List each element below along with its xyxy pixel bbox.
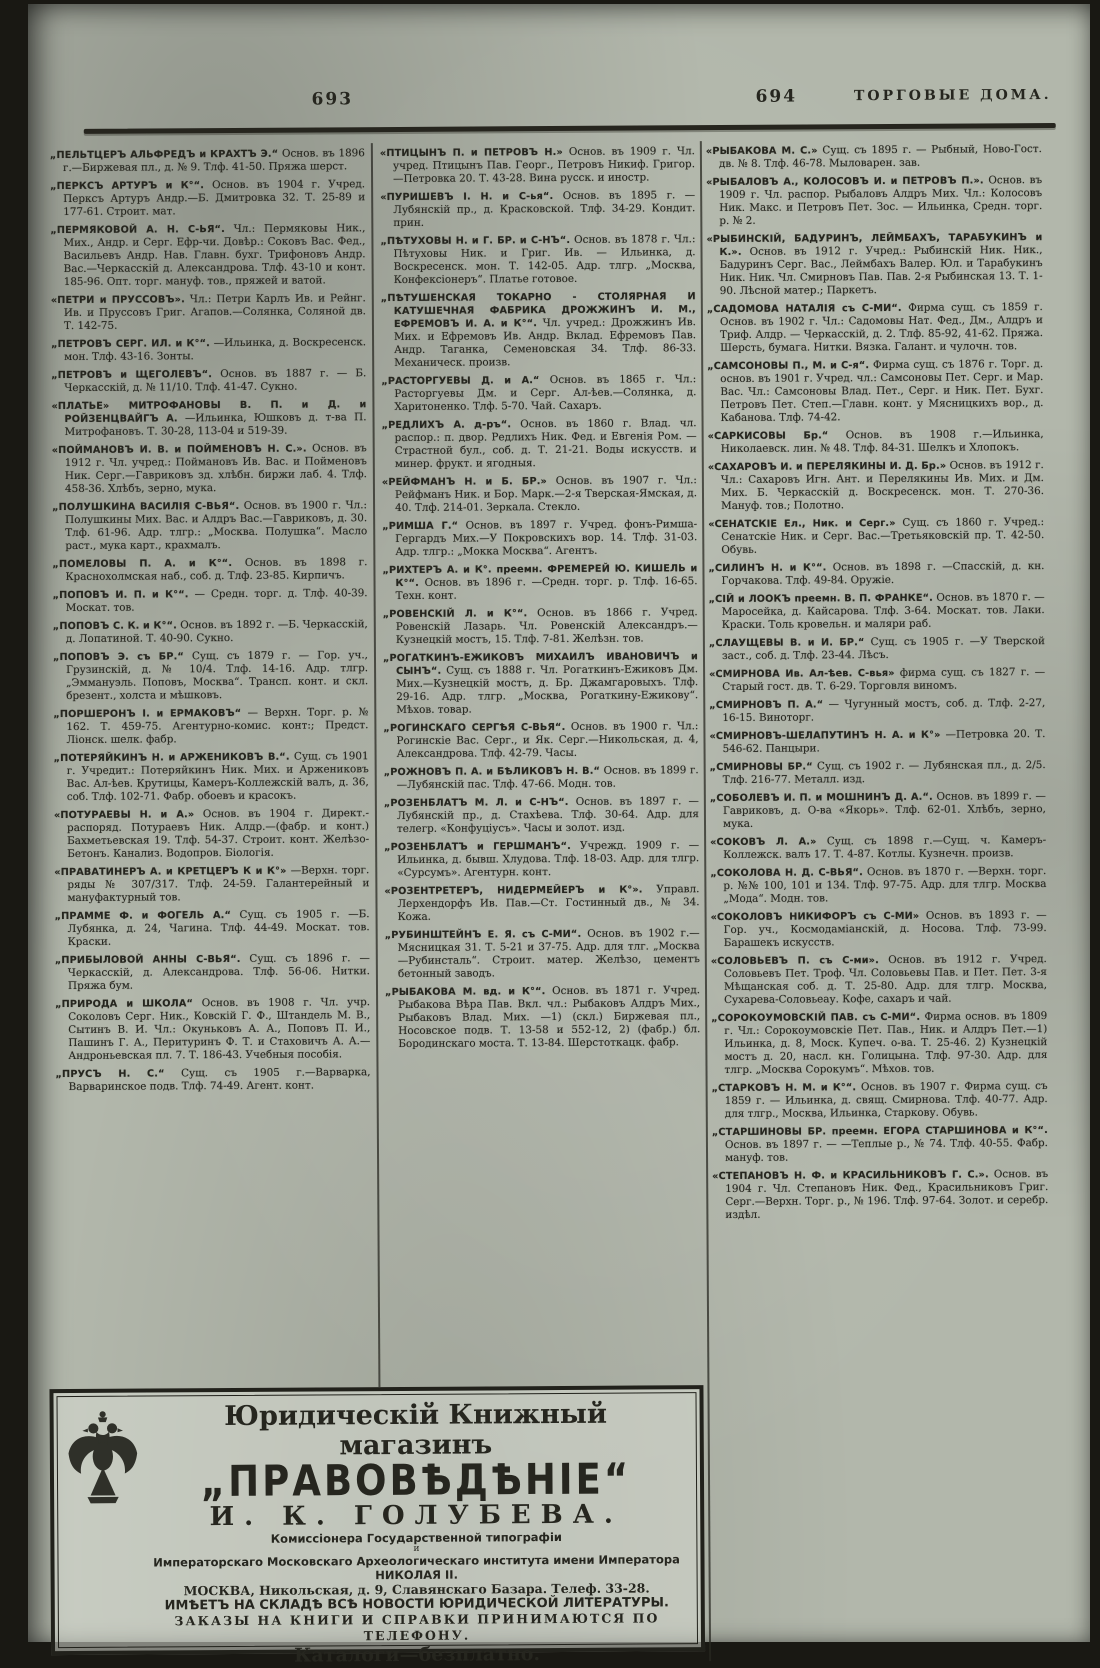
entry-firm-name: „ПОПОВЪ Э. съ БР.“ bbox=[52, 651, 184, 664]
entry-details: — Верхн. Торг. р. № 162. Т. 459-75. Агентурно-комис. конт:; Предст. Ліонск. шелк. фабр. bbox=[66, 706, 369, 747]
entry-firm-name: «САРКИСОВЫ Бр.“ bbox=[707, 430, 829, 443]
directory-entry bbox=[709, 728, 1045, 756]
page-number-left: 693 bbox=[311, 89, 354, 110]
directory-entry bbox=[384, 839, 699, 880]
directory-entry bbox=[708, 459, 1044, 513]
entry-details: Основ. въ 1908 г.—Ильинка, Николаевск. лин. № 48. Тлф. 84-31. Шелкъ и Хлопокъ. bbox=[720, 428, 1044, 456]
entry-firm-name: „РАСТОРГУЕВЫ Д. и А.“ bbox=[381, 375, 540, 388]
directory-entry bbox=[708, 516, 1044, 557]
entry-firm-name: „РИМША Г.“ bbox=[382, 520, 459, 533]
entry-details: Основ. въ 1896 г. —Средн. торг. р. Тлф. 16-65. Техн. конт. bbox=[395, 575, 698, 602]
entry-details: Сущ. съ 1905 г. —Б. Лубянка, д. 24, Чагина. Тлф. 44-49. Москат. тов. Краски. bbox=[67, 908, 370, 949]
directory-entry bbox=[50, 222, 365, 289]
entry-details: Основ. въ 1898 г. —Спасскій, д. кн. Горчакова. Тлф. 49-84. Оружіе. bbox=[721, 560, 1045, 588]
entry-details: Основ. въ 1909 г. Чл. распор. Рыбаловъ Алдръ Мих. Чл.: Колосовъ Ник. Макс. и Петровъ Пет. Зос. — Ильинка, Средн. торг. р. № 2. bbox=[719, 174, 1043, 228]
entry-details: Фирма основ. въ 1809 г. Чл.: Сорокоумовскіе Пет. Пав., Ник. и Алдръ Пет.—1) Ильинка, д. 8, Моск. Купеч. о-ва. Т. 25-46. 2) Кузнецкій мостъ д. 20, насл. кн. Голицына. Тлф. 97-30. Адр. для тлгр. „Москва Сорокумъ“. Мѣхов. тов. bbox=[724, 1010, 1048, 1076]
entry-details: Основ. въ 1900 г. Чл.: Рогинскіе Вас. Серг., и Як. Серг.—Никольская, д. 4, Александрова. Тлф. 42-79. Часы. bbox=[396, 720, 699, 760]
entry-firm-name: „ПРУСЪ Н. С.“ bbox=[55, 1068, 165, 1081]
entry-firm-name: „ПРИРОДА и ШКОЛА“ bbox=[55, 998, 194, 1011]
entry-details: фирма сущ. съ 1827 г. — Старый гост. дв. Т. 6-29. Торговля виномъ. bbox=[722, 666, 1046, 694]
entry-firm-name: „ПРАММЕ Ф. и ФОГЕЛЬ А.“ bbox=[54, 910, 232, 923]
directory-entry bbox=[53, 706, 368, 747]
entry-firm-name: „РОГАТКИНЪ-ЕЖИКОВЪ МИХАИЛЪ ИВАНОВИЧЪ и СЫНЪ“. bbox=[382, 651, 699, 677]
entry-details: Основ. въ 1912 г. Чл.: Сахаровъ Игн. Ант. и Перелякины Ив. Мих. и Дм. Мих. Б. Черкасскій д. Воскресенск. мон. Т. 270-36. Мануф. тов.; Полотно. bbox=[720, 459, 1045, 513]
entry-firm-name: „ПОЛУШКИНА ВАСИЛІЯ С-ВЬЯ“. bbox=[52, 500, 240, 514]
entry-details: Основ. въ 1899 г.—Лубянскій пас. Тлф. 47-66. Модн. тов. bbox=[396, 764, 699, 791]
entry-details: Сущ. съ 1896 г. — Черкасскій, д. Александрова. Тлф. 56-06. Нитки. Пряжа бум. bbox=[67, 952, 370, 993]
entry-details: Сущ. съ 1879 г. — Гор. уч., Грузинскій, д. № 10/4. Тлф. 14-16. Адр. тлгр. „Эммануэль. Поповъ, Москва“. Трансп. конт. и скл. брезент., холста и мѣшковъ. bbox=[66, 649, 369, 703]
entry-firm-name: „ПОПОВЪ С. К. и К°“. bbox=[52, 620, 177, 633]
entry-details: Чл.: Пермяковы Ник., Мих., Андр. и Серг. Ефр-чи. Довѣр.: Соковъ Вас. Фед., Васильевъ Андр. Нав. Главн. бухг. Трифоновъ Андр. Вас.—Черкасскій д. Александрова. Тлф. 43-10 и конт. 185-96. Опт. торг. мануф. тов., пряжей и ватой. bbox=[63, 222, 366, 289]
directory-entry bbox=[707, 301, 1043, 355]
entry-firm-name: „ПОРШЕРОНЪ І. и ЕРМАКОВЪ“ bbox=[53, 707, 242, 721]
entry-details: Основ. въ 1871 г. Учред. Рыбакова Вѣра Пав. Вкл. чл.: Рыбаковъ Алдръ Мих., Рыбаковъ Влад. Мих. —1) (скл.) Биржевая пл., Носовское подв. Т. 13-58 и 552-12, 2) (фабр.) бл. Бородинскаго моста. Т. 13-84. Шерстоткацк. фабр. bbox=[398, 984, 701, 1050]
entry-details: Основ. въ 1908 г. Чл. учр. Соколовъ Серг. Ник., Ковскій Г. Ф., Штандель М. В., Сытинъ В. И. Чл.: Окуньковъ А. А., Поповъ П. И., Пашинъ Г. А., Перитуринъ Ф. Т. и Стаховичъ А. А.—Андроньевская пл. 7. Т. 186-43. Учебныя пособія. bbox=[68, 996, 371, 1063]
entry-details: Основ. въ 1866 г. Учред. Ровенскій Лазарь. Чл. Ровенскій Александръ.—Кузнецкій мостъ, 15. Тлф. 7-81. Желѣзн. тов. bbox=[395, 606, 698, 646]
entry-firm-name: «СМИРНОВА Ив. Ал-ѣев. С-вья» bbox=[709, 667, 895, 681]
entry-firm-name: «РЫБАЛОВЪ А., КОЛОСОВЪ И. и ПЕТРОВЪ П.». bbox=[706, 175, 984, 189]
entry-firm-name: «СОЛОВЬЕВЪ П. съ С-ми». bbox=[710, 955, 879, 968]
running-title: ТОРГОВЫЕ ДОМА. bbox=[853, 86, 1052, 105]
directory-entry bbox=[710, 865, 1046, 906]
entry-firm-name: «СОКОВЪ Л. А.» bbox=[710, 836, 817, 849]
directory-entry bbox=[382, 417, 697, 471]
directory-entry bbox=[381, 373, 696, 414]
entry-details: Учрежд. 1909 г. — Ильинка, д. бывш. Хлудова. Тлф. 18-03. Адр. для тлгр. «Сурсумъ». Агентурн. конт. bbox=[397, 839, 700, 879]
directory-entry bbox=[709, 666, 1045, 694]
entry-firm-name: „СМИРНОВЫ БР.“ bbox=[709, 761, 813, 774]
entry-details: Чл.: Петри Карлъ Ив. и Рейнг. Ив. и Пруссовъ Григ. Агапов.—Солянка, Соляной дв. Т. 142-75. bbox=[63, 292, 366, 333]
advertisement-box bbox=[49, 1385, 705, 1667]
entry-details: —Верхн. торг. ряды № 307/317. Тлф. 24-59. Галантерейный и мануфактурный тов. bbox=[67, 864, 370, 905]
directory-entry bbox=[380, 145, 695, 186]
entry-firm-name: „ПЕРКСЪ АРТУРЪ и К°“. bbox=[50, 180, 205, 193]
entry-details: Основ. въ 1860 г. Влад. чл. распор.: п. двор. Редлихъ Ник. Фед. и Евгенія Ром. — Страстной бул., соб. д. Т. 21-21. Воды искусств. и минер. фрукт. и ягодныя. bbox=[394, 417, 697, 470]
entry-firm-name: „СТАРКОВЪ Н. М. и К°“. bbox=[711, 1082, 857, 1095]
entry-details: Основ. въ 1899 г. — Гавриковъ, д. О-ва «Якорь». Тлф. 62-01. Хлѣбъ, зерно, мука. bbox=[722, 790, 1046, 830]
entry-details: Сущ. съ 1898 г.—Сущ. ч. Камеръ-Коллежск. валъ 17. Т. 4-87. Котлы. Кузнечн. произв. bbox=[723, 834, 1047, 861]
directory-entry bbox=[52, 442, 367, 496]
directory-entry bbox=[706, 231, 1042, 298]
ad-owner-name: И. К. ГОЛУБЕВА. bbox=[209, 1499, 623, 1533]
entry-details: Основ. въ 1904 г. Директ.-распоряд. Потураевъ Ник. Алдр.—(фабр. и конт.) Бахметьевская 19. Тлф. 54-37. Строит. конт. Желѣзо-Бетонъ. Канализ. Водопров. Біологія. bbox=[66, 807, 370, 861]
ad-shop-type: Юридическій Книжный магазинъ bbox=[224, 1398, 608, 1462]
ad-orders-line: ЗАКАЗЫ НА КНИГИ И СПРАВКИ ПРИНИМАЮТСЯ ПО ТЕЛЕФОНУ. bbox=[174, 1610, 660, 1644]
entry-firm-name: „ПЕРМЯКОВОЙ А. Н. С-ЬЯ“. bbox=[50, 224, 225, 237]
entry-firm-name: „ПѢТУШЕНСКАЯ ТОКАРНО - СТОЛЯРНАЯ И КАТУШЕЧНАЯ ФАБРИКА ДРОЖЖИНЪ И. М., ЕФРЕМОВЪ И. А. и К°“. bbox=[380, 291, 696, 330]
entry-details: Основ. въ 1907 г. Фирма сущ. съ 1859 г. — Ильинка, д. свящ. Смирнова. Тлф. 40-77. Адр. для тлгр., Москва, Ильинка, Старкову. Обувь. bbox=[724, 1080, 1048, 1120]
ad-shop-name: „ПРАВОВѢДѢНІЕ“ bbox=[200, 1454, 632, 1507]
entry-firm-name: „СОКОЛОВА Н. Д. С-ВЬЯ“. bbox=[710, 867, 863, 880]
directory-entry bbox=[52, 556, 367, 584]
directory-entry bbox=[710, 759, 1046, 787]
directory-entry bbox=[54, 864, 369, 905]
entry-firm-name: «ПЕТРИ и ПРУССОВЪ». bbox=[50, 294, 185, 307]
directory-entry bbox=[383, 650, 698, 717]
entry-details: Фирма сущ. съ 1876 г. Торг. д. основ. въ 1901 г. Учред. чл.: Самсоновы Пет. Серг. и Мар. Вас. Чл.: Самсоновы Влад. Пет., Серг. и Ник. Пет. Бухг. Петровъ Пет. Степ.—Главн. конт. у Мясницкихъ вор., д. Кабанова. Тлф. 74-42. bbox=[720, 358, 1044, 425]
ad-institute-line: Императорскаго Московскаго Археологическаго института имени Императора НИКОЛАЯ II. bbox=[153, 1552, 680, 1583]
directory-entry bbox=[53, 649, 368, 703]
entry-firm-name: „РЕДЛИХЪ А. д-ръ“. bbox=[381, 419, 512, 432]
entry-firm-name: „ПЕТРОВЪ и ЩЕГОЛЕВЪ“. bbox=[51, 369, 213, 382]
entry-details: Основ. въ 1909 г. Чл. учред. Птицынъ Пав. Георг., Петровъ Никиф. Григор.—Петровка 20. Т. 43-28. Вина русск. и иностр. bbox=[392, 145, 696, 186]
ad-commission-line: Комиссіонера Государственной типографіи bbox=[270, 1529, 562, 1546]
directory-entry bbox=[54, 750, 369, 804]
directory-entry bbox=[708, 560, 1044, 588]
entry-details: Основ. въ 1897 г. — —Теплые р., № 74. Тлф. 40-55. Фабр. мануф. тов. bbox=[724, 1137, 1049, 1164]
entry-firm-name: „РОЖНОВЪ П. А. и БѢЛИКОВЪ Н. В.“ bbox=[383, 765, 601, 779]
entry-details: Основ. въ 1904 г. Учред. Перксъ Артуръ Андр.—Б. Дмитровка 32. Т. 25-89 и 177-61. Строит. мат. bbox=[63, 178, 366, 219]
directory-entry bbox=[384, 764, 699, 792]
directory-entry bbox=[52, 499, 367, 553]
entry-details: Чл. учред.: Дрожжинъ Ив. Мих. и Ефремовъ Ив. Андр. Вклад. Ефремовъ Пав. Андр. Таганка, Семеновская 34. Тлф. 86-33. Механическ. произв. bbox=[393, 316, 697, 369]
entry-firm-name: „ПѢТУХОВЫ Н. и Г. БР. и С-НЪ“. bbox=[380, 234, 571, 248]
advertisement-frame bbox=[56, 1392, 698, 1667]
entry-firm-name: «САХАРОВЪ И. и ПЕРЕЛЯКИНЫ И. Д. Бр.» bbox=[707, 460, 947, 474]
imperial-eagle-emblem bbox=[64, 1407, 143, 1511]
entry-firm-name: „ПОТЕРЯЙКИНЪ Н. и АРЖЕНИКОВЪ В.“. bbox=[53, 751, 290, 765]
entry-details: Основ. въ 1865 г. Чл.: Расторгуевы Дм. и Серг. Ал-ѣев.—Солянка, д. Харитоненко. Тлф. 5-70. Чай. Сахаръ. bbox=[394, 373, 697, 413]
entry-details: Основ. въ 1900 г. Чл.: Полушкины Мих. Вас. и Алдръ Вас.—Гавриковъ, д. 30. Тлф. 61-96. Адр. тлгр.: „Москва. Полушка“. Масло раст., мука карт., крахмалъ. bbox=[65, 499, 368, 553]
entry-details: Основ. въ 1893 г. — Гор. уч., Космодаміанскій, д. Носова. Тлф. 73-99. Барашекъ искусств. bbox=[723, 909, 1047, 949]
directory-entry bbox=[712, 1168, 1048, 1222]
entry-firm-name: «РЫБИНСКІЙ, БАДУРИНЪ, ЛЕЙМБАХЪ, ТАРАБУКИНЪ и К.». bbox=[706, 232, 1043, 259]
entry-firm-name: „ПРИБЫЛОВОЙ АННЫ С-ВЬЯ“. bbox=[54, 953, 241, 967]
directory-entry bbox=[383, 720, 698, 761]
directory-entry bbox=[712, 1124, 1048, 1165]
entry-firm-name: «СМИРНОВЪ-ШЕЛАПУТИНЪ Н. А. и К°» bbox=[709, 729, 941, 743]
entry-details: Основ. въ 1912 г. Учред. Соловьевъ Пет. Троф. Чл. Соловьевы Пав. и Пет. Пет. 3-я Мѣщанская соб. д. Т. 25-80. Адр. для тлгр. Москва, Сухарева-Соловьеау. Кофе, сахаръ и чай. bbox=[723, 953, 1048, 1006]
entry-firm-name: «СОКОЛОВЪ НИКИФОРЪ съ С-МИ» bbox=[710, 910, 920, 924]
entry-firm-name: «РЫБАКОВА М. С.» bbox=[705, 145, 818, 158]
entry-details: — Чугунный мостъ, соб. д. Тлф. 2-27, 16-15. Виноторг. bbox=[722, 697, 1046, 724]
entry-firm-name: „РЫБАКОВА М. вд. и К°“. bbox=[384, 986, 546, 999]
entry-details: Сущ. съ 1902 г. — Лубянская пл., д. 2/5. Тлф. 216-77. Металл. изд. bbox=[722, 759, 1046, 786]
entry-firm-name: „ПЕТРОВЪ СЕРГ. ИЛ. и К°“. bbox=[51, 338, 210, 351]
directory-entry bbox=[710, 790, 1046, 831]
entry-details: Основ. въ 1870 г. — Маросейка, д. Кайсарова. Тлф. 3-64. Москат. тов. Лаки. Краски. Толь кровельн. и маляри раб. bbox=[721, 591, 1045, 632]
entry-details: Основ. въ 1896 г.—Биржевая пл., д. № 9. Тлф. 41-50. Пряжа шерст. bbox=[62, 147, 365, 175]
entry-details: Основ. въ 1907 г. Чл.: Рейфманъ Ник. и Бор. Марк.—2-я Тверская-Ямская, д. 40. Тлф. 214-01. Зеркала. Стекло. bbox=[394, 474, 698, 514]
directory-entry bbox=[53, 618, 368, 646]
ad-stock-line: ИМѢЕТЪ НА СКЛАДѢ ВСѢ НОВОСТИ ЮРИДИЧЕСКОЙ ЛИТЕРАТУРЫ. bbox=[164, 1595, 669, 1614]
entry-firm-name: „ПОПОВЪ И. П. и К°“. bbox=[52, 589, 189, 602]
entry-details: Основ. въ 1892 г. —Б. Черкасскій, д. Лопатиной. Т. 40-90. Сукно. bbox=[65, 618, 368, 646]
entry-details: Основ. въ 1887 г. — Б. Черкасскій, д. № 11/10. Тлф. 41-47. Сукно. bbox=[64, 367, 367, 395]
entry-firm-name: „ПЕЛЬТЦЕРЪ АЛЬФРЕДЪ и КРАХТЪ Э.“ bbox=[49, 148, 279, 162]
entry-firm-name: «ПУРИШЕВЪ І. Н. и С-ья“. bbox=[380, 191, 554, 204]
entry-firm-name: «ПОЙМАНОВЪ И. В. и ПОЙМЕНОВЪ Н. С.». bbox=[51, 443, 307, 457]
directory-entry bbox=[712, 1080, 1048, 1121]
entry-details: Основ. въ 1895 г. —Лубянскій пр., д. Красковской. Тлф. 34-29. Кондит. прин. bbox=[393, 189, 696, 230]
entry-firm-name: „СОРОКОУМОВСКІЙ ПАВ. съ С-МИ“. bbox=[711, 1011, 921, 1025]
entry-details: —Петровка 20. Т. 546-62. Панцыри. bbox=[722, 728, 1046, 755]
entry-details: Сущ. съ 1895 г. — Рыбный, Ново-Гост. дв. № 8. Тлф. 46-78. Мыловарен. зав. bbox=[718, 143, 1042, 171]
directory-column-2 bbox=[380, 145, 703, 1391]
directory-column-1 bbox=[50, 147, 373, 1387]
entry-firm-name: „ПОМЕЛОВЫ П. А. и К°“. bbox=[52, 557, 233, 571]
entry-details: Основ. въ 1897 г. Учред. фонъ-Римша-Гергардъ Мих.—У Покровскихъ вор. 14. Тлф. 31-03. Адр. тлгр.: „Мокка Москва“. Агентъ. bbox=[395, 518, 698, 558]
entry-details: Фирма сущ. съ 1859 г. Основ. въ 1902 г. Чл.: Садомовы Нат. Фед., Дм., Алдръ и Триф. Алдр. — Черкасскій, д. 2. Тлф. 85-92, 41-62. Пряжа. Шерсть, бумага. Нитки. Вязка. Галант. и чулочн. тов. bbox=[719, 301, 1044, 355]
directory-entry bbox=[51, 292, 366, 333]
entry-firm-name: „СИЛИНЪ Н. и К°“. bbox=[708, 562, 827, 575]
entry-firm-name: „РОЗЕНБЛАТЪ М. Л. и С-НЪ“. bbox=[383, 796, 569, 810]
entry-details: Основ. въ 1912 г. Учред.: Рыбинскій Ник. Ник., Бадуринъ Серг. Вас., Леймбахъ Валер. Юл. и Тарабукинъ Ник. Ник. Чл. Смирновъ Пав. Пав. 2-я Рыбинская 13. Т. 1-90. Лѣсной матер.; Паркетъ. bbox=[719, 244, 1043, 298]
directory-entry bbox=[51, 336, 366, 364]
entry-firm-name: «ПЛАТЬЕ» МИТРОФАНОВЫ В. П. и Д. и РОЙЗЕНЦВАЙГЪ А. bbox=[51, 399, 367, 426]
directory-entry bbox=[710, 834, 1046, 862]
entry-firm-name: «РЕЙФМАНЪ Н. и Б. БР.» bbox=[381, 476, 547, 489]
entry-details: Сущ. съ 1905 г.—Варварка, Варваринское подв. Тлф. 74-49. Агент. конт. bbox=[68, 1066, 371, 1094]
directory-entry bbox=[706, 143, 1042, 171]
directory-entry bbox=[382, 518, 697, 559]
directory-entry bbox=[709, 591, 1045, 632]
entry-firm-name: „РОВЕНСКІЙ Л. и К°“. bbox=[382, 608, 528, 621]
column-divider bbox=[371, 143, 380, 1387]
directory-entry bbox=[709, 697, 1045, 725]
directory-entry bbox=[50, 147, 365, 175]
entry-details: Основ. въ 1870 г. —Верхн. торг. р. №№ 100, 101 и 134. Тлф. 97-75. Адр. для тлгр. Москва „Мода“. Модн. тов. bbox=[723, 865, 1047, 905]
directory-entry bbox=[706, 174, 1042, 228]
directory-entry bbox=[384, 795, 699, 836]
entry-details: Основ. въ 1912 г. Чл. учред.: Поймановъ Ив. Вас. и Пойменовъ Ник. Серг.—Гавриковъ зд. хлѣбн. биржи лаб. 4. Тлф. 458-36. Хлѣбъ, зерно, мука. bbox=[64, 442, 367, 496]
entry-firm-name: „РОЗЕНБЛАТЪ и ГЕРШМАНЪ“. bbox=[384, 840, 571, 854]
entry-firm-name: „СЛАУЩЕВЫ В. и И. БР.“ bbox=[708, 637, 865, 650]
directory-entry bbox=[708, 428, 1044, 456]
entry-firm-name: „САДОМОВА НАТАЛІЯ съ С-МИ“. bbox=[706, 302, 902, 316]
entry-details: —Ильинка, д. Воскресенск. мон. Тлф. 43-16. Зонты. bbox=[64, 336, 367, 364]
entry-details: Основ. въ 1878 г. Чл.: Пѣтуховы Ник. и Григ. Ив. — Ильинка, д. Воскресенск. мон. Т. 142-05. Адр. тлгр. „Москва, Конфексіонеръ“. Платье готовое. bbox=[393, 233, 696, 286]
entry-firm-name: «ПОТУРАЕВЫ Н. и А.» bbox=[53, 809, 195, 822]
entry-details: Сущ. съ 1860 г. Учред.: Сенатскіе Ник. и Серг. Вас.—Третьяковскій пр. Т. 42-50. Обувь. bbox=[721, 516, 1045, 557]
entry-details: Управл. Лерхендорфъ Ив. Пав.—Ст. Гостинный дв., № 34. Кожа. bbox=[397, 883, 700, 923]
directory-column-3 bbox=[706, 143, 1051, 1661]
paper-sheet bbox=[28, 4, 1090, 1667]
directory-entry bbox=[380, 189, 695, 230]
entry-details: Основ. въ 1904 г. Чл. Степановъ Ник. Фед., Красильниковъ Григ. Серг.—Верхн. Торг. р., № 196. Тлф. 97-64. Золот. и серебр. издѣл. bbox=[725, 1168, 1049, 1221]
entry-firm-name: „САМСОНОВЫ П., М. и С-я“. bbox=[707, 360, 870, 373]
entry-firm-name: „СОБОЛЕВЪ И. П. и МОШНИНЪ Д. А.“. bbox=[709, 791, 933, 805]
entry-firm-name: „РОГИНСКАГО СЕРГѢЯ С-ВЬЯ“. bbox=[383, 721, 566, 735]
directory-entry bbox=[53, 587, 368, 615]
entry-details: Сущ. съ 1901 г. Учредит.: Потеряйкинъ Ник. Мих. и Аржениковъ Вас. Ал-ѣев. Крутицы, Камеръ-Коллежскій валъ, д. 36, соб. Тлф. 102-71. Фабр. обоевъ и красокъ. bbox=[66, 750, 369, 804]
directory-entry bbox=[51, 367, 366, 395]
directory-entry bbox=[51, 398, 366, 439]
entry-firm-name: „РИХТЕРЪ А. и К°. преемн. ФРЕМЕРЕЙ Ю. КИШЕЛЬ и К°“. bbox=[382, 563, 698, 589]
directory-entry bbox=[55, 996, 370, 1063]
directory-entry bbox=[383, 606, 698, 647]
entry-details: Основ. въ 1898 г. Краснохолмская наб., соб. д. Тлф. 23-85. Кирпичъ. bbox=[65, 556, 368, 584]
directory-entry bbox=[382, 562, 697, 603]
directory-entry bbox=[55, 1066, 370, 1094]
entry-firm-name: «СТЕПАНОВЪ Н. Ф. и КРАСИЛЬНИКОВЪ Г. С.». bbox=[712, 1169, 989, 1183]
page-number-right: 694 bbox=[755, 86, 798, 107]
directory-entry bbox=[382, 474, 697, 515]
entry-firm-name: «ПТИЦЫНЪ П. и ПЕТРОВЪ Н.» bbox=[379, 146, 563, 160]
directory-entry bbox=[707, 358, 1043, 425]
directory-entry bbox=[50, 178, 365, 219]
header-rule bbox=[84, 123, 1056, 134]
entry-firm-name: «ПРАВАТИНЕРЪ А. и КРЕТЦЕРЪ К и К°» bbox=[54, 865, 287, 879]
directory-entry bbox=[711, 953, 1047, 1007]
directory-entry bbox=[385, 927, 700, 981]
directory-entry bbox=[384, 883, 699, 924]
directory-entry bbox=[54, 807, 369, 861]
directory-entry bbox=[55, 908, 370, 949]
entry-details: —Ильинка, Юшковъ д. т-ва П. Митрофановъ. Т. 30-28, 113-04 и 519-39. bbox=[64, 411, 367, 439]
directory-entry bbox=[711, 909, 1047, 950]
entry-firm-name: «РОЗЕНТРЕТЕРЪ, НИДЕРМЕЙЕРЪ и К°». bbox=[384, 884, 643, 898]
directory-entry bbox=[55, 952, 370, 993]
directory-entry bbox=[385, 984, 700, 1051]
entry-firm-name: „СМИРНОВЪ П. А.“ bbox=[709, 699, 824, 712]
ad-address-line: МОСКВА, Никольская, д. 9, Славянскаго Базара. Телеф. 33-28. bbox=[183, 1580, 650, 1599]
directory-entry bbox=[380, 233, 695, 287]
entry-details: — Средн. торг. д. Тлф. 40-39. Москат. тов. bbox=[65, 587, 368, 615]
directory-entry bbox=[381, 290, 696, 370]
entry-details: Основ. въ 1897 г. — Лубянскій пр., д. Стахѣева. Тлф. 30-64. Адр. для телегр. «Конфуціусъ». Часы и золот. изд. bbox=[396, 795, 699, 835]
entry-details: Сущ. съ 1905 г. —У Тверской заст., соб. д. Тлф. 23-44. Лѣсъ. bbox=[721, 635, 1045, 663]
entry-firm-name: «СЕНАТСКІЕ Ел., Ник. и Серг.» bbox=[708, 517, 896, 531]
ad-and: и bbox=[413, 1543, 420, 1554]
entry-firm-name: „РУБИНШТЕЙНЪ Е. Я. съ С-МИ“. bbox=[384, 928, 582, 942]
directory-entry bbox=[711, 1010, 1047, 1077]
ad-catalog-line: Каталоги—безплатно. bbox=[294, 1643, 541, 1667]
entry-firm-name: „СТАРШИНОВЫ БР. преемн. ЕГОРА СТАРШИНОВА и К°“. bbox=[711, 1125, 1048, 1139]
directory-entry bbox=[709, 635, 1045, 663]
entry-details: Сущ. съ 1888 г. Чл. Рогаткинъ-Ежиковъ Дм. Мих.—Кузнецкій мостъ, д. Бр. Джамгаровыхъ. Тлф. 29-16. Адр. тлгр. „Москва, Рогаткину-Ежикову“. Мѣхов. товар. bbox=[396, 663, 699, 716]
entry-firm-name: „СІЙ и ЛООКЪ преемн. В. П. ФРАНКЕ“. bbox=[708, 592, 933, 606]
entry-details: Основ. въ 1902 г.—Мясницкая 31. Т. 5-21 и 37-75. Адр. для тлг. „Москва—Рубинсталь“. Строит. матер. Желѣзо, цементъ бетонный заводъ. bbox=[397, 927, 700, 980]
